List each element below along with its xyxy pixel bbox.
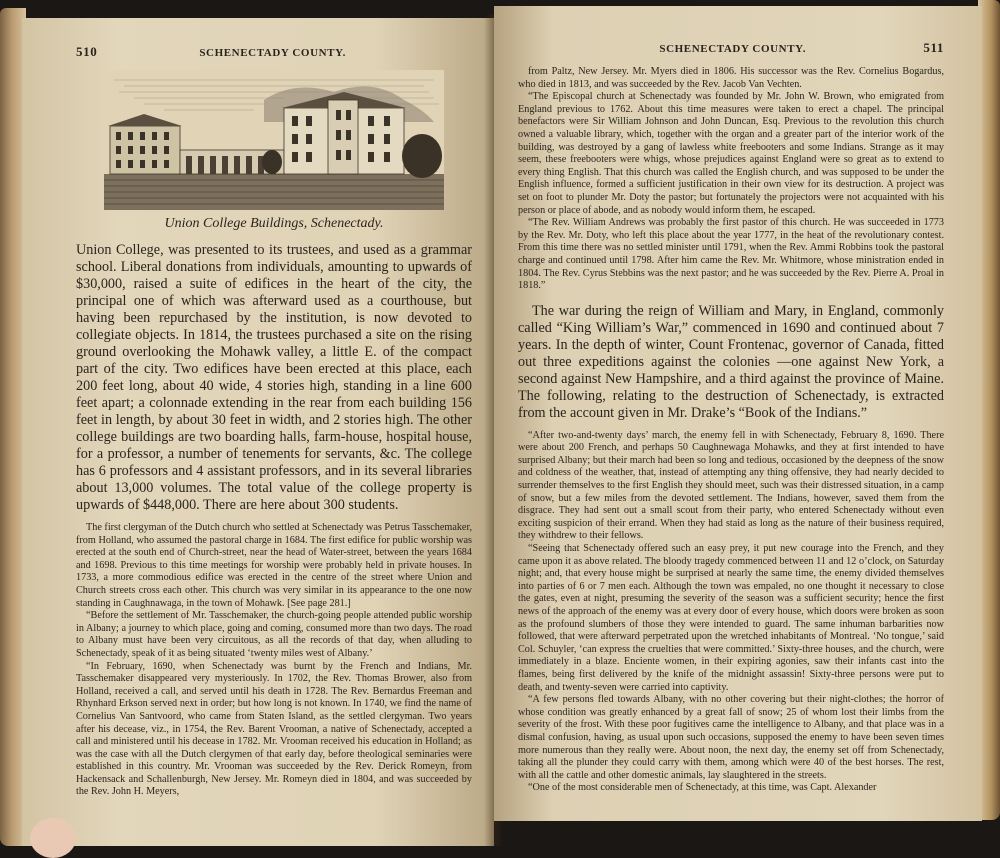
left-main-paragraph: Union College, was presented to its trustees, and used as a grammar school. Liberal donations from individuals, amounting to upwards of $30,000, raised a suite of edifices in the heart of the city, the principal one of which was afterward used as a courthouse, but having been repurchased by the institution, is now devoted to collegiate objects. In 1814, the trustees purchased a site on the rising ground overlooking the Mohawk valley, a little E. of the compact part of the city. Two edifices have been erected at this place, each 200 feet long, about 40 wide, 4 stories high, standing in a line 600 feet apart; a colonnade extending in the rear from each building 156 feet in length, by about 30 feet in width, and 2 stories high. The other college buildings are two boarding halls, farm-house, hospital house, for a professor, a number of tenements for servants, &c. The college has 6 professors and 4 assistant professors, and in its several libraries about 13,000 volumes. The total value of the college property is upwards of $448,000. There are here about 300 students. — [76, 242, 472, 513]
right-running-head — [518, 40, 944, 56]
right-bottom-paragraph-3: “A few persons fled towards Albany, with no other covering but their night-clothes; the horror of whose condition was greatly enhanced by a great fall of snow; 25 of whom lost their limbs from the severity of the frost. With these poor fugitives came the intelligence to Albany, and that place was in a dismal confusion, having, as usual upon such occasions, supposed the enemy to have been seven times more numerous than they really were. About noon, the next day, the enemy set off from Schenectady, taking all the plunder they could carry with them, among which were 40 of the best horses. The rest, with all the cattle and other domestic animals, lay slaughtered in the streets. — [518, 694, 944, 781]
holding-thumb — [30, 818, 76, 858]
left-small-paragraph-1: The first clergyman of the Dutch church who settled at Schenectady was Petrus Tasschemaker, from Holland, who assumed the pastoral charge in 1684. The first edifice for public worship was erected at the south end of Church-street, near the head of Water-street, between the years 1684 and 1698. Previous to this time meetings for worship were probably held in private houses. In 1733, a more commodious edifice was erected in the centre of the street where Union and Church streets cross each other. This church was very similar in its appearance to the one now standing in Caughnawaga, in the town of Mohawk. [See page 281.] — [76, 522, 472, 609]
right-main-paragraph: The war during the reign of William and Mary, in England, commonly called “King William’s War,” commenced in 1690 and continued about 7 years. In the depth of winter, Count Frontenac, governor of Canada, fitted out three expeditions against the colonies —one against New York, a second against New Hampshire, and a third against the province of Maine. The following, relating to the destruction of Schenectady, is extracted from the account given in Mr. Drake’s “Book of the Indians.” — [518, 302, 944, 421]
right-top-paragraph-3: “The Rev. William Andrews was probably the first pastor of this church. He was succeeded in 1773 by the Rev. Mr. Doty, who left this place about the year 1777, in the heat of the revolutionary contest. From this time there was no settled minister until 1791, when the Rev. Ammi Robbins took the pastoral charge and continued until 1798. After him came the Rev. Mr. Whitmore, whose ministration ended in 1804. The Rev. Cyrus Stebbins was the next pastor; and he was succeeded by the Rev. Pierre A. Proal in 1818.” — [518, 217, 944, 292]
left-page-number: 510 — [76, 44, 98, 59]
right-page-number: 511 — [923, 40, 944, 55]
right-bottom-paragraph-2: “Seeing that Schenectady offered such an easy prey, it put new courage into the French, and they came upon it as above related. The bloody tragedy commenced between 11 and 12 o’clock, on Saturday night; and, that every house might be surprised at nearly the same time, the enemy divided themselves into parties of 6 or 7 men each. Although the town was empaled, no one thought it necessary to close the gates, even at night, presuming the severity of the season was a sufficient security; hence the first news of the approach of the enemy was at every door of every house, which doors were broken as soon as the profound slumbers of those they were intended to guard. The same inhuman barbarities now followed, that were afterward perpetrated upon the wretched inhabitants of Montreal. ‘No tongue,’ said Col. Schuyler, ‘can express the cruelties that were committed.’ Sixty-three houses, and the church, were immediately in a blaze. Enciente women, in their expiring agonies, saw their infants cast into the flames, being first delivered by the knife of the midnight assassin! Sixty-three persons were put to death, and twenty-seven were carried into captivity. — [518, 543, 944, 693]
right-bottom-paragraph-4: “One of the most considerable men of Schenectady, at this time, was Capt. Alexander — [528, 782, 877, 794]
left-small-paragraph-3: “In February, 1690, when Schenectady was burnt by the French and Indians, Mr. Tasschemaker disappeared very mysteriously. In 1702, the Rev. Thomas Brower, also from Holland, received a call, and served until his death in 1728. The Rev. Bernardus Freeman and Rhynhard Erkson served next in order; but how long is not known. In 1740, we find the name of Cornelius Van Santvoord, who came from Staten Island, as the settled clergyman. Two years after his decease, viz., in 1754, the Rev. Barent Vrooman, a native of Schenectady, accepted a call and ministered until his decease in 1782. Mr. Vrooman received his education in Holland; as was the case with all the Dutch clergymen of that early day, before theological seminaries were established in this country. Mr. Vrooman was succeeded by the Rev. Derick Romeyn, from Hackensack and Schallenburgh, New Jersey. Mr. Romeyn died in 1804, and was succeeded by the Rev. John H. Meyers, — [76, 660, 472, 798]
union-college-engraving — [104, 70, 444, 210]
right-top-paragraph-2: “The Episcopal church at Schenectady was founded by Mr. John W. Brown, who emigrated from England previous to 1762. About this time measures were taken to erect a chapel. The principal benefactors were Sir William Johnson and John Duncan, Esq. Previous to the revolution this church owned a valuable library, which, together with the organ and a greater part of the interior work of the building, was destroyed by a gang of lawless white freebooters and some Indians. Strange as it may seem, these freebooters were whigs, whose prejudices against England were so great as to extend to every thing English. That this church was called the English church, and was supposed to be under the English influence, formed a sufficient justification in their own view for its destruction. A project was set on foot to plunder Mr. Doty the pastor; but fortunately the projectors were not acquainted with his person or place of abode, and as nobody would inform them, he escaped. — [518, 91, 944, 216]
left-running-title: SCHENECTADY COUNTY. — [199, 47, 346, 59]
left-footnote-block — [76, 522, 472, 799]
right-top-paragraph-1: from Paltz, New Jersey. Mr. Myers died in 1806. His successor was the Rev. Cornelius Bogardus, who died in 1813, and was succeeded by the Rev. Jacob Van Vechten. — [518, 66, 944, 90]
engraving-caption: Union College Buildings, Schenectady. — [164, 216, 384, 231]
right-bottom-paragraph-1: “After two-and-twenty days’ march, the enemy fell in with Schenectady, February 8, 1690. There were about 200 French, and perhaps 50 Caughnewaga Mohawks, and they at first intended to have surprised Albany; but their march had been so long and tedious, occasioned by the deepness of the snow and coldness of the weather, that, instead of attempting any thing offensive, they had nearly decided to surrender themselves to the first English they should meet, such was their distressed situation, in a camp of snow, but a few miles from the devoted settlement. The Indians, however, saved them from the disgrace. They had sent out a small scout from their party, who entered Schenectady without even exciting suspicion of their errand. When they had staid as long as the nature of their business required, they withdrew to their fellows. — [518, 429, 944, 542]
right-page — [494, 6, 982, 821]
right-top-notes — [518, 66, 944, 293]
right-quoted-account — [518, 430, 944, 795]
right-running-title: SCHENECTADY COUNTY. — [659, 43, 807, 55]
left-page — [22, 18, 494, 846]
left-running-head — [76, 44, 472, 60]
left-small-paragraph-2: “Before the settlement of Mr. Tasschemaker, the church-going people attended public worship in Albany; a journey to which place, going and coming, consumed more than two days. The road to Albany must have been very circuitous, as all the records of that day, when alluding to Schenectady, speak of it as being situated ‘twenty miles west of Albany.’ — [76, 610, 472, 659]
